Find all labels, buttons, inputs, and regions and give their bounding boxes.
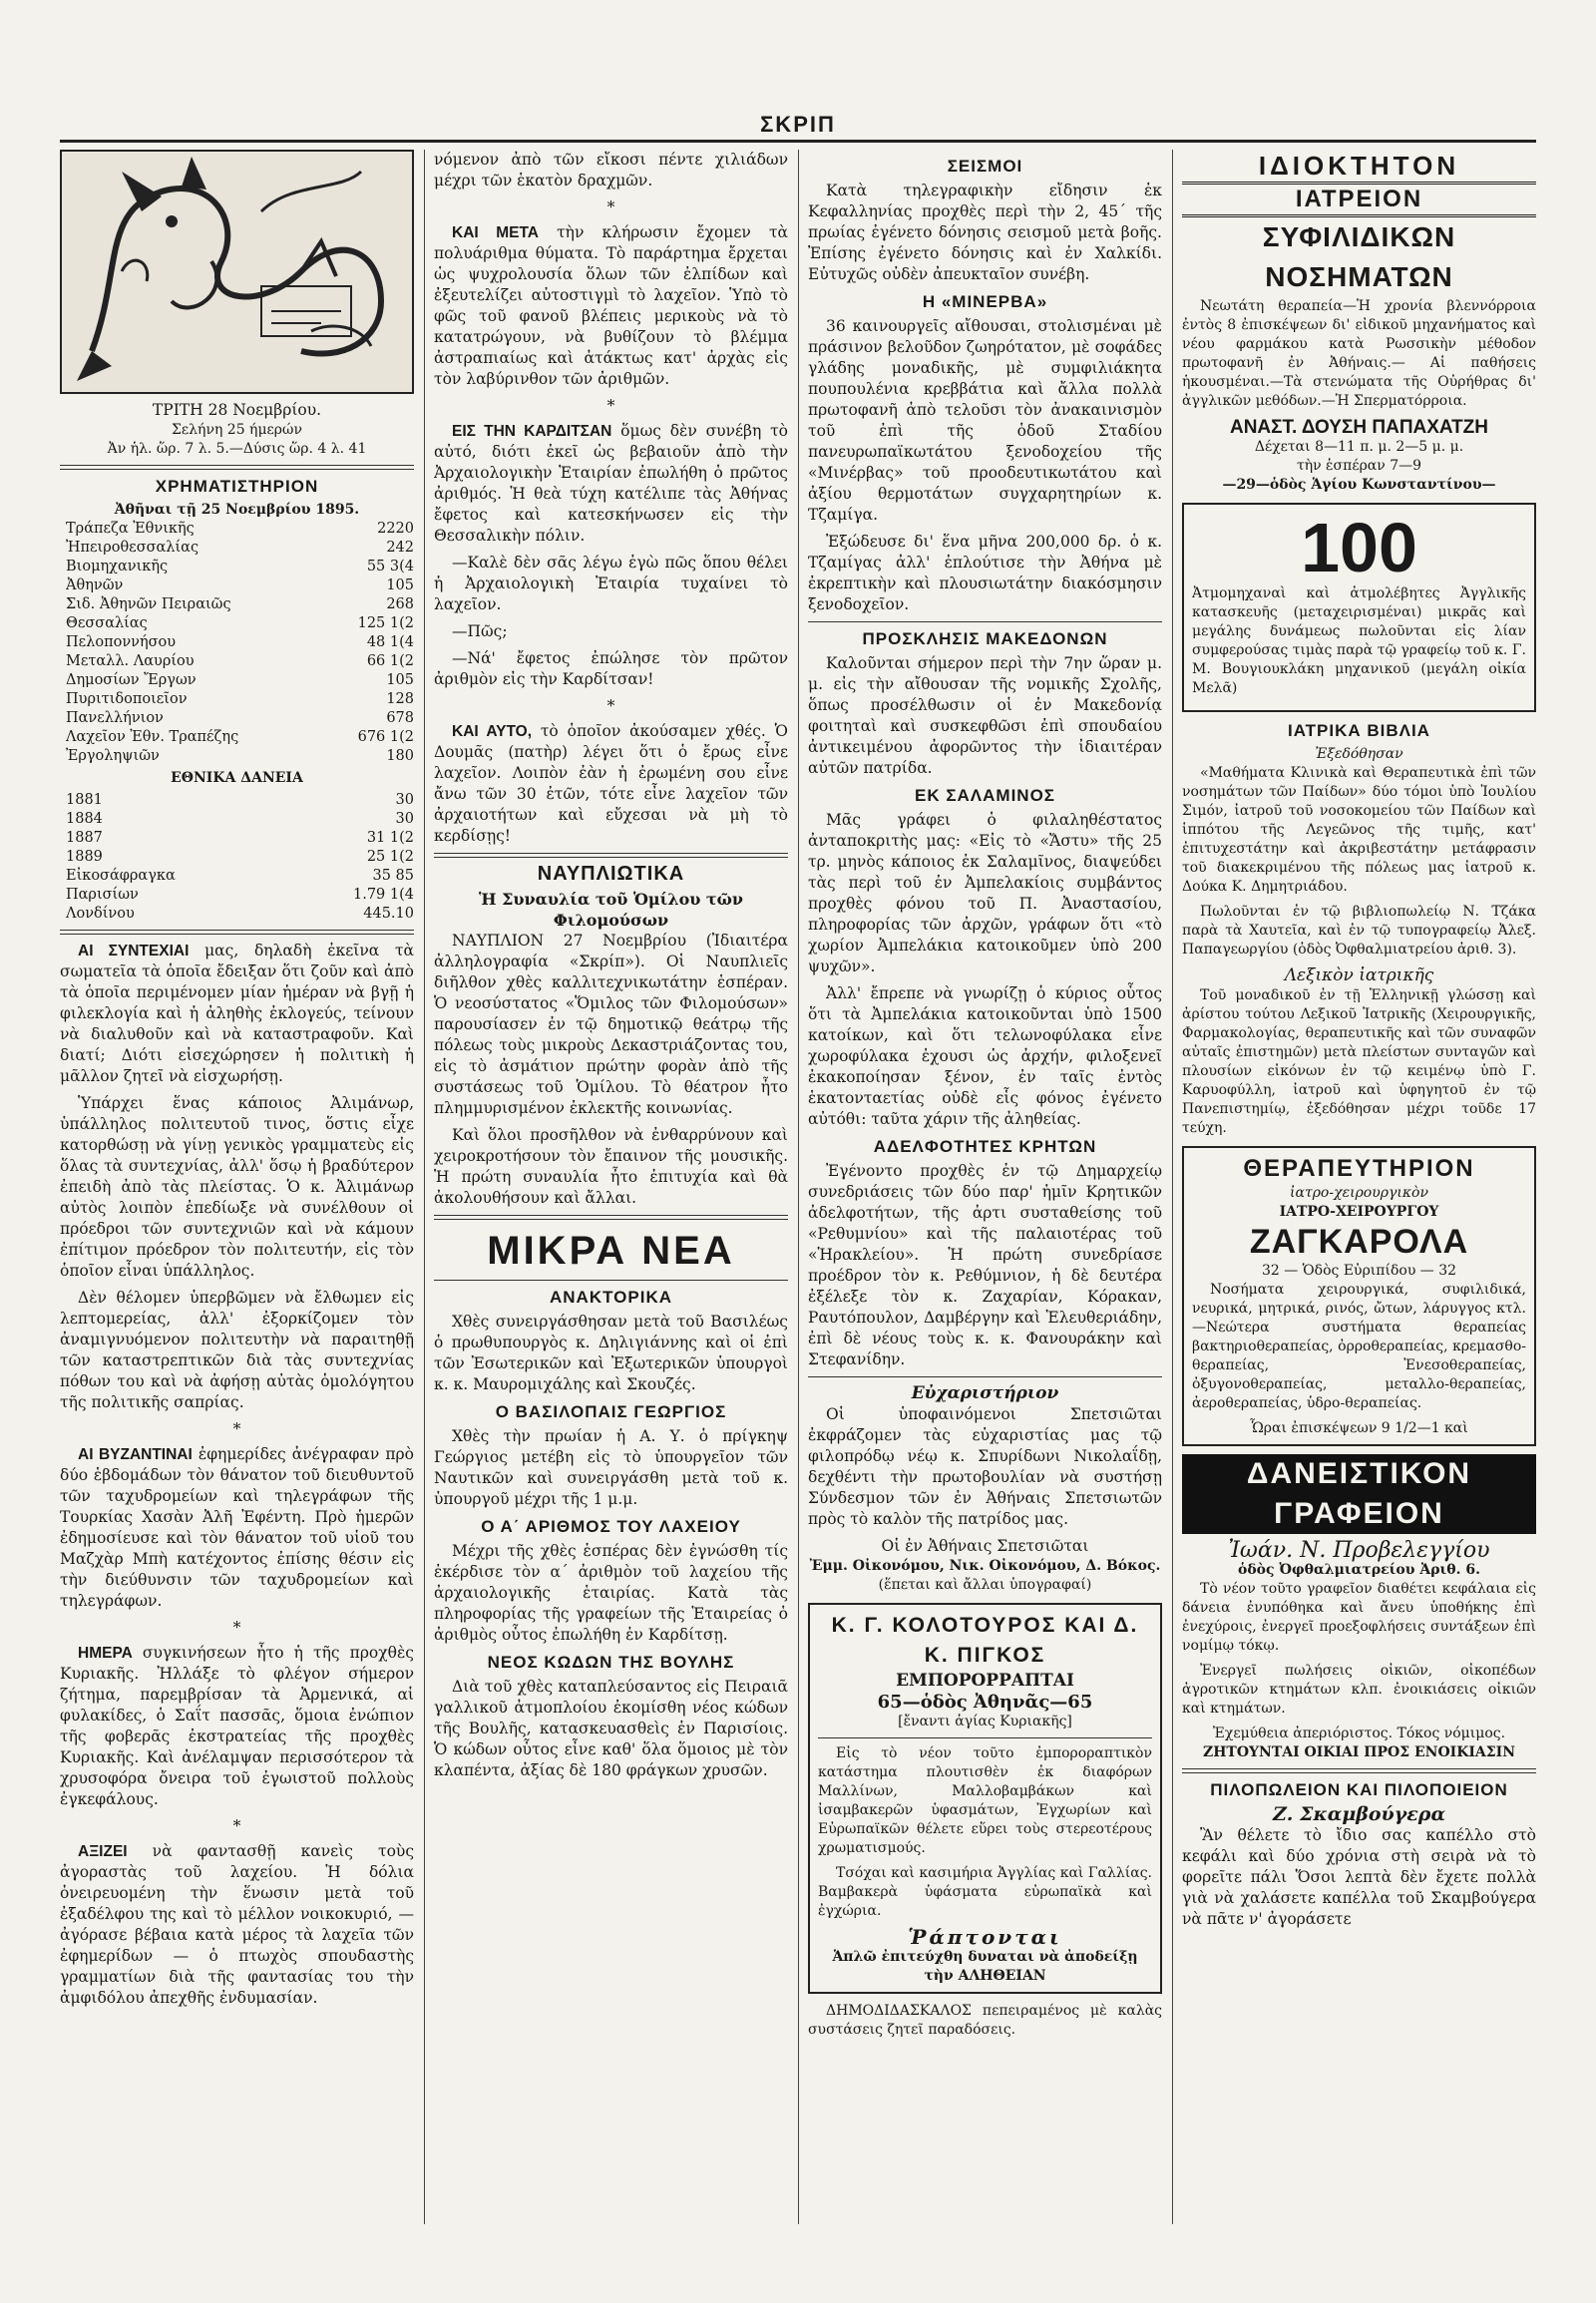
- office-hours: Δέχεται 8—11 π. μ. 2—5 μ. μ.: [1254, 439, 1464, 455]
- article-text: Μᾶς γράφει ὁ φιλαληθέστατος ἀνταποκριτὴς μας: «Εἰς τὸ «Ἄστυ» τῆς 25 τρ. μηνὸς κάποιος ἐκ Σαλαμῖνος, διαψεύδει τὰς περὶ τοῦ ἐν Ἀμπελακίοις συμβάντος προχθὲς φόνου τοῦ Π. Ἀναστασίου, πληροφορίας τῶν ἀρχῶν, γράφων ὅτι «τὸ χωρίον Ἀμπελάκια κατοικοῦμεν ὑπὸ 200 ψυχῶν».: [808, 811, 1162, 975]
- row-value: 48 1(4: [366, 634, 414, 650]
- advert-text: Τοῦ μοναδικοῦ ἐν τῇ Ἑλληνικῇ γλώσσῃ καὶ ἀρίστου τούτου Λεξικοῦ Ἰατρικῆς (Χειρουργικῆς, Φαρμακολογίας, θεραπευτικῆς καὶ τῶν συναφῶν αὐταῖς ἐπιστημῶν) μετὰ πλείστων συνταγῶν καὶ πλουσίων εἰκόνων ἐν τῷ κειμένῳ ὑπὸ Γ. Καρυοφύλλη, ἰατροῦ καὶ ὑφηγητοῦ ἐν τῷ Πανεπιστημίῳ, ἐξεδόθησαν μέχρι τοῦδε 17 τεύχη.: [1182, 987, 1536, 1136]
- table-row: [60, 747, 414, 766]
- signature-line: Οἱ ἐν Ἀθήναις Σπετσιῶται: [881, 1537, 1089, 1555]
- advert-subtitle: ΙΑΤΡΟ-ΧΕΙΡΟΥΡΓΟΥ: [1279, 1204, 1439, 1220]
- row-value: 105: [386, 672, 414, 688]
- clinic-heading: ΙΔΙΟΚΤΗΤΟΝ: [1258, 151, 1460, 181]
- doctor-name: ΑΝΑΣΤ. ΔΟΥΣΗ ΠΑΠΑΧΑΤΖΗ: [1229, 417, 1489, 438]
- section-title: Εὐχαριστήριον: [911, 1383, 1059, 1403]
- separator: [818, 1737, 1152, 1738]
- advert-tailors: [808, 1603, 1162, 1994]
- article-lead: ΑΙ ΣΥΝΤΕΧΙΑΙ: [78, 943, 190, 960]
- table-row: [60, 595, 414, 614]
- table-row: [60, 791, 414, 810]
- advert-tagline: Ῥάπτονται: [908, 1925, 1062, 1949]
- loans-table: [60, 791, 414, 924]
- article-text: μας, δηλαδὴ ἐκεῖνα τὰ σωματεῖα τὰ ὁποῖα ἔδειξαν ὅτι ζοῦν καὶ ἀπὸ τὰ ὁποῖα περιμένομεν μίαν ἡμέραν νὰ βγῇ ἡ φιλεκλογία καὶ ἡ ἀληθὴς ἐκλογεύς, τείνουν νὰ διαλυθοῦν καὶ νὰ καταστραφοῦν. Καὶ διατί; Διότι εἰσεχώρησεν ἡ πολιτικὴ ἡ μᾶλλον ζητεῖ νὰ εἰσχωρήσῃ.: [60, 942, 414, 1085]
- table-row: [60, 728, 414, 747]
- separator: [434, 853, 788, 858]
- table-row: [60, 558, 414, 576]
- separator: [434, 1215, 788, 1220]
- table-row: [60, 520, 414, 539]
- table-row: [60, 848, 414, 867]
- row-value: 2220: [377, 521, 414, 537]
- row-label: Βιομηχανικῆς: [66, 559, 169, 575]
- clinic-subheading: ΙΑΤΡΕΙΟΝ: [1182, 182, 1536, 217]
- advert-name: ΖΑΓΚΑΡΟΛΑ: [1249, 1223, 1469, 1261]
- section-title: ΣΕΙΣΜΟΙ: [947, 157, 1023, 176]
- column-divider: [424, 150, 425, 2224]
- loan-office-owner: Ἰωάν. Ν. Προβελεγγίου: [1228, 1538, 1490, 1563]
- row-value: 242: [386, 540, 414, 556]
- office-address: —29—ὁδὸς Ἁγίου Κωνσταντίνου—: [1222, 477, 1496, 493]
- section-title: ΑΝΑΚΤΟΡΙΚΑ: [549, 1288, 673, 1307]
- section-title: ΠΡΟΣΚΛΗΣΙΣ ΜΑΚΕΔΟΝΩΝ: [862, 629, 1108, 648]
- table-row: [60, 810, 414, 829]
- advert-title: ΘΕΡΑΠΕΥΤΗΡΙΟΝ: [1243, 1155, 1475, 1182]
- section-title: Ο Α΄ ΑΡΙΘΜΟΣ ΤΟΥ ΛΑΧΕΙΟΥ: [481, 1517, 741, 1536]
- advert-closing: Ἁπλῶ ἐπιτεύχθη δυναται νὰ ἀποδείξῃ τὴν ΑΛΗΘΕΙΑΝ: [832, 1949, 1138, 1984]
- row-label: 1887: [66, 830, 103, 846]
- article-text: Οἱ ὑποφαινόμενοι Σπετσιῶται ἐκφράζομεν τὰς εὐχαριστίας μας τῷ φιλοπρόδῳ νέῳ κ. Σπυρίδωνι Νικολαΐδῃ, δεχθέντι τὴν πρωτοβουλίαν νὰ συστήσῃ Σύνδεσμον τῶν ἐν Ἀθήναις Σπετσιωτῶν πρὸς τὸ καλὸν τῆς πατρίδος μας.: [808, 1405, 1162, 1528]
- article-text: Κατὰ τηλεγραφικὴν εἴδησιν ἐκ Κεφαλληνίας προχθὲς περὶ τὴν 2, 45΄ τῆς πρωίας ἐγένετο δόνησις σεισμοῦ μετὰ βοῆς. Ἐπίσης ἐγένετο δόνησις καὶ ἐν Χαλκίδι. Εὐτυχῶς οὐδὲν ἀπευκταῖον συνέβη.: [808, 182, 1162, 283]
- row-value: 30: [395, 811, 414, 827]
- row-label: Ἠπειροθεσσαλίας: [66, 540, 200, 556]
- star-divider: *: [232, 1817, 241, 1835]
- article-text: ὅμως δὲν συνέβη τὸ αὐτό, διότι ἐκεῖ ὡς βεβαιοῦν ἀπὸ τὴν Ἀρχαιολογικὴν Ἑταιρίαν ἐπωλήθη ὁ πρῶτος ἀριθμός. Ἡ θεὰ τύχη κατέλιπε τὰς Ἀθήνας ἔφετος καὶ κατεσκήνωσεν εἰς τὴν Θεσσαλικὴν πόλιν.: [434, 422, 788, 545]
- row-label: Τράπεζα Ἐθνικῆς: [66, 521, 195, 537]
- article-text: Ὑπάρχει ἕνας κάποιος Ἀλιμάνωρ, ὑπάλληλος πολιτευτοῦ τινος, ὅστις εἶχε κατορθώσῃ νὰ γίνῃ γενικὸς γραμματεὺς εἰς ὅλας τὰ συντεχνίας, ἀλλ' ὅσῳ ἡ βραδύτερον ἐπειδὴ ἀπὸ τὰς πλείστας. Ὁ κ. Ἀλιμάνωρ αὐτὸς λοιπὸν ἐπεδίωξε νὰ συνέλθουν οἱ πρόεδροι τῶν συντεχνιῶν καὶ νὰ κάμουν ἐπίτιμον πρόεδρον τὸν πολιτευτήν, εἰς τὸν ὁποῖον εἶναι ὑπάλληλος.: [60, 1094, 414, 1280]
- row-label: Πυριτιδοποιεῖον: [66, 691, 188, 707]
- separator: [434, 1280, 788, 1281]
- masthead: ΣΚΡΙΠ: [760, 112, 836, 137]
- advert-text: Ἐχεμύθεια ἀπεριόριστος. Τόκος νόμιμος.: [1212, 1726, 1506, 1741]
- article-text: Χθὲς τὴν πρωίαν ἡ Α. Υ. ὁ πρίγκηψ Γεώργιος μετέβη εἰς τὸ ὑπουργεῖον τῶν Ναυτικῶν καὶ συνειργάσθη μετὰ τοῦ κ. ὑπουργοῦ μέχρι τῆς 1 μ.μ.: [434, 1427, 788, 1508]
- section-title: ΕΚ ΣΑΛΑΜΙΝΟΣ: [914, 786, 1056, 805]
- advert-text: Ἂν θέλετε τὸ ἴδιο σας καπέλλο στὸ κεφάλι καὶ δύο χρόνια στὴ σειρὰ νὰ τὸ φορεῖτε πάλι Ὅσοι λεπτὰ δὲν ἔχετε πολλὰ γιὰ νὰ χαλάσετε καπέλλα τοῦ Σκαμβούγερα νὰ πᾶτε ν' ἀγοράσετε: [1182, 1826, 1536, 1928]
- advert-text: Τσόχαι καὶ κασιμήρια Ἀγγλίας καὶ Γαλλίας. Βαμβακερὰ ὑφάσματα εὐρωπαϊκὰ καὶ ἐγχώρια.: [818, 1865, 1152, 1919]
- row-label: Ἀθηνῶν: [66, 577, 124, 593]
- signature-note: (ἕπεται καὶ ἄλλαι ὑπογραφαί): [878, 1577, 1092, 1593]
- section-title: ΠΙΛΟΠΩΛΕΙΟΝ ΚΑΙ ΠΙΛΟΠΟΙΕΙΟΝ: [1210, 1780, 1508, 1799]
- row-label: Πελοποννήσου: [66, 634, 177, 650]
- separator: [60, 930, 414, 935]
- article-text: Διὰ τοῦ χθὲς καταπλεύσαντος εἰς Πειραιᾶ γαλλικοῦ ἀτμοπλοίου ἐκομίσθη νέος κώδων τῆς Βουλῆς, κατασκευασθεὶς ἐν Παρισίοις. Ὁ κώδων οὗτος εἶνε καθ' ὅλα ὅμοιος μὲ τὸν κλαπέντα, ἀξίας δὲ 180 φράγκων χρυσῶν.: [434, 1678, 788, 1779]
- article-lead: ΕΙΣ ΤΗΝ ΚΑΡΔΙΤΣΑΝ: [452, 423, 612, 440]
- advert-therapy: [1182, 1146, 1536, 1446]
- table-row: [60, 576, 414, 595]
- article-text: νόμενον ἀπὸ τῶν εἴκοσι πέντε χιλιάδων μέχρι τῶν ἑκατὸν δραχμῶν.: [434, 151, 788, 190]
- article-text: ἐφημερίδες ἀνέγραφαν πρὸ δύο ἑβδομάδων τὸν θάνατον τοῦ διευθυντοῦ τῶν ταχυδρομείων καὶ τηλεγράφων τῆς Τουρκίας Χασὰν Ἀλῆ Ἐφέντη. Πρὸ ἡμερῶν ἐδημοσίευσε καὶ τὸν θάνατον τοῦ υἱοῦ του Μαζχὰρ Μπὴ κατέχοντος ἐπίσης θέσιν εἰς τὴν διεύθυνσιν τῶν ταχυδρομείων καὶ τηλεγράφων.: [60, 1445, 414, 1610]
- dialogue-line: —Νά' ἔφετος ἐπώλησε τὸν πρῶτον ἀριθμὸν εἰς τὴν Καρδίτσαν!: [434, 649, 788, 688]
- hatter-name: Ζ. Σκαμβούγερα: [1272, 1803, 1446, 1825]
- moon-line: Σελήνη 25 ήμερών: [172, 422, 302, 438]
- row-value: 30: [395, 792, 414, 808]
- row-label: Εἰκοσάφραγκα: [66, 868, 176, 884]
- column-4: [1182, 150, 1536, 2224]
- table-row: [60, 633, 414, 652]
- row-label: 1881: [66, 792, 103, 808]
- advert-subtitle: ΕΜΠΟΡΟΡΡΑΠΤΑΙ: [896, 1671, 1074, 1691]
- sun-line: Ἀν ἡλ. ὥρ. 7 λ. 5.—Δύσις ὥρ. 4 λ. 41: [107, 441, 367, 457]
- column-3: [808, 150, 1162, 2224]
- row-label: Θεσσαλίας: [66, 615, 148, 631]
- article-lead: ΑΞΙΖΕΙ: [78, 1843, 128, 1860]
- dialogue-line: —Πῶς;: [452, 622, 508, 640]
- exchange-title: ΧΡΗΜΑΤΙΣΤΗΡΙΟΝ: [155, 477, 319, 496]
- section-subtitle: Ἡ Συναυλία τοῦ Ὁμίλου τῶν Φιλομούσων: [478, 890, 744, 930]
- row-label: Μεταλλ. Λαυρίου: [66, 653, 195, 669]
- article-text: Μέχρι τῆς χθὲς ἑσπέρας δὲν ἐγνώσθη τίς ἐκέρδισε τὸν α΄ ἀριθμὸν τοῦ λαχείου τῆς ἀρχαιολογικῆς ἑταιρίας. Κατὰ τὰς πληροφορίας τῆς γραφείων τῆς Ἑταιρείας ὁ ἀριθμὸς οὗτος ἐπωλήθη ἐν Καρδίτσῃ.: [434, 1542, 788, 1644]
- separator: [808, 621, 1162, 622]
- section-title: ΑΔΕΛΦΟΤΗΤΕΣ ΚΡΗΤΩΝ: [873, 1137, 1097, 1156]
- column-1: [60, 150, 414, 2224]
- advert-address: 65—ὁδὸς Ἀθηνᾶς—65: [877, 1692, 1093, 1713]
- exchange-date: Ἀθῆναι τῇ 25 Νοεμβρίου 1895.: [114, 502, 360, 518]
- advert-text: Ἐνεργεῖ πωλήσεις οἰκιῶν, οἰκοπέδων ἀγροτικῶν κτημάτων κλπ. ἐνοικιάσεις οἰκιῶν καὶ κτημάτων.: [1182, 1663, 1536, 1717]
- section-subtitle: Ἐξεδόθησαν: [1315, 746, 1403, 762]
- row-value: 445.10: [363, 906, 414, 922]
- row-label: Σιδ. Ἀθηνῶν Πειραιῶς: [66, 596, 231, 612]
- table-row: [60, 905, 414, 924]
- table-row: [60, 614, 414, 633]
- row-value: 676 1(2: [357, 729, 414, 745]
- article-text: Ἐγένοντο προχθὲς ἐν τῷ Δημαρχείῳ συνεδριάσεις τῶν δύο παρ' ἡμῖν Κρητικῶν ἀδελφοτήτων, τῆς ἀρτι συσταθείσης τοῦ «Ρεθυμνίου» καὶ τῆς παλαιοτέρας τοῦ «Ἡρακλείου». Ἡ πρώτη συνεδρίασε προέδρον τὸν κ. Ρεθύμνιον, ἡ δὲ δευτέρα ἐξέλεξε τὸν κ. Ζαχαρίαν, Κόρακαν, Ραυτόπουλον, Δαμβέργην καὶ Ἐλευθεριάδην, ἐπὶ δὲ νέους τοὺς κ. κ. Φανουράκην καὶ Στεφανίδην.: [808, 1162, 1162, 1368]
- date-line: ΤΡΙΤΗ 28 Νοεμβρίου.: [152, 401, 322, 419]
- advert-hours: Ὧραι ἐπισκέψεων 9 1/2—1 καὶ: [1250, 1420, 1468, 1436]
- star-divider: *: [606, 697, 615, 715]
- separator: [808, 1376, 1162, 1377]
- advert-text: Νοσήματα χειρουργικά, συφιλιδικά, νευρικά, μητρικά, ρινός, ὤτων, λάρυγγος κτλ.—Νεώτερα συστήματα θεραπείας βακτηριοθεραπείας, ὀρροθεραπείας, κρεμασθο-θεραπείας, Ἐνεσοθεραπείας, ὀξυγονοθεραπείας, μεταλλο-θεραπείας, ἀεροθεραπείας, ὑδρο-θεραπείας.: [1192, 1282, 1526, 1411]
- row-value: 25 1(2: [366, 849, 414, 865]
- masthead-illustration: [60, 150, 414, 394]
- article-text: τὴν κλήρωσιν ἔχομεν τὰ πολυάριθμα θύματα. Τὸ παράρτημα ἔρχεται ὡς ψυχρολουσία ὅλων τῶν ἐλπίδων καὶ ἐξευτελίζει αὐτοστιγμὶ τὸ λαχεῖον. Ὑπὸ τὸ φῶς τοῦ φανοῦ βλέπεις μερικοὺς νὰ τὸ κατατρώγουν, νὰ βυθίζουν τὸ βλέμμα ἀστραπιαίως καὶ ἀτάκτως κατ' ἀρχὰς εἰς τὸν λαβύρινθον τῶν ἀριθμῶν.: [434, 223, 788, 388]
- table-row: [60, 671, 414, 690]
- star-divider: *: [232, 1619, 241, 1637]
- dialogue-line: —Καλὲ δὲν σᾶς λέγω ἐγὼ πῶς ὅπου θέλει ἡ Ἀρχαιολογικὴ Ἑταιρία τυχαίνει τὸ λαχεῖον.: [434, 554, 788, 613]
- row-label: 1889: [66, 849, 103, 865]
- table-row: [60, 652, 414, 671]
- advert-text: Ἀτμομηχαναὶ καὶ ἀτμολέβητες Ἀγγλικῆς κατασκευῆς (μεταχειρισμέναι) μικρᾶς καὶ μεγάλης δυνάμεως πωλοῦνται εἰς λίαν συμφερούσας τιμὰς παρὰ τῷ γραφείῳ τοῦ κ. Γ. Μ. Βουγιουκλάκη μηχανικοῦ (μεγάλη οἰκία Μελᾶ): [1192, 585, 1526, 696]
- row-label: Λαχεῖον Ἐθν. Τραπέζης: [66, 729, 239, 745]
- article-lead: ΗΜΕΡΑ: [78, 1645, 133, 1662]
- article-text: Καλοῦνται σήμερον περὶ τὴν 7ην ὥραν μ. μ. εἰς τὴν αἴθουσαν τῆς νομικῆς Σχολῆς, ὅπως προσέλθωσιν οἱ ἐν Μακεδονίᾳ φοιτηταὶ καὶ συσκεφθῶσι ἐπὶ σπουδαίου ἀντικειμένου ἀφορῶντος τὴν ἰδιαιτέραν αὐτῶν πατρίδα.: [808, 654, 1162, 777]
- row-value: 1.79 1(4: [352, 887, 414, 903]
- clinic-specialty: ΣΥΦΙΛΙΔΙΚΩΝ ΝΟΣΗΜΑΤΩΝ: [1262, 221, 1456, 292]
- row-value: 268: [386, 596, 414, 612]
- advert-text: ΖΗΤΟΥΝΤΑΙ ΟΙΚΙΑΙ ΠΡΟΣ ΕΝΟΙΚΙΑΣΙΝ: [1202, 1744, 1516, 1760]
- column-2: [434, 150, 788, 2224]
- row-label: Δημοσίων Ἔργων: [66, 672, 197, 688]
- row-value: 128: [386, 691, 414, 707]
- hundred-number: 100: [1301, 509, 1417, 586]
- separator: [1182, 1768, 1536, 1773]
- row-label: 1884: [66, 811, 103, 827]
- article-lead: ΑΙ ΒΥΖΑΝΤΙΝΑΙ: [78, 1446, 193, 1463]
- table-row: [60, 886, 414, 905]
- article-text: νὰ φαντασθῇ κανεὶς τοὺς ἀγοραστὰς τοῦ λαχείου. Ἡ δόλια ὀνειρευομένη τὴν ἕνωσιν μετὰ τοῦ ἐξαδέλφου της καὶ τὸ μέλλον νοικοκυριό, —ἀγόρασε βέβαια κατὰ μέρος τὰ λαχεῖα τῶν ἐφημερίδων — ὁ πτωχὸς σπουδαστὴς γραμματίων διὰ τῆς φαντασίας του τὴν ἀμφιδόλου ἀπεχθῆς ἐνδυμασίαν.: [60, 1842, 414, 2007]
- table-row: [60, 690, 414, 709]
- article-lead: ΚΑΙ ΜΕΤΑ: [452, 224, 539, 241]
- loan-office-address: ὁδὸς Ὀφθαλμιατρείου Ἀριθ. 6.: [1238, 1562, 1480, 1578]
- advert-subtitle: ἰατρο-χειρουργικὸν: [1290, 1185, 1428, 1201]
- table-row: [60, 709, 414, 728]
- top-rule: [60, 140, 1536, 143]
- row-value: 180: [386, 748, 414, 764]
- row-label: Πανελλήνιον: [66, 710, 164, 726]
- article-lead: ΚΑΙ ΑΥΤΟ,: [452, 723, 533, 740]
- article-text: 36 καινουργεῖς αἴθουσαι, στολισμέναι μὲ πράσινον βελοῦδον ζωηρότατον, μὲ σοφάδες γλάδης μοναδικῆς, μὲ συμφιλιάκητα πουπουλένια κρεββάτια καὶ ἄλλα πολλὰ πρωτοφανῆ ἀπὸ τελοῦσι τὸν ἀνακαινισμὸν τοῦ ἐπὶ τῆς ὁδοῦ Σταδίου πανευρωπαϊκωτάτου ξενοδοχείου τῆς «Μινέρβας» τοῦ προοδευτικωτάτου καὶ ἀξίου θερμοτάτων συγχαρητηρίων κ. Τζαμίγα.: [808, 317, 1162, 524]
- section-title: Λεξικὸν ἰατρικῆς: [1284, 965, 1434, 985]
- advert-text: Εἰς τὸ νέον τοῦτο ἐμποροραπτικὸν κατάστημα πλουτισθὲν ἐκ διαφόρων Μαλλίνων, Μαλλοβαμβάκων καὶ ἰσαμβακερῶν ὑφασμάτων, Ἐγχωρίων καὶ Εὐρωπαϊκῶν θέλετε εὕρει τοὺς στερεοτέρους χρωματισμούς.: [818, 1745, 1152, 1856]
- section-title: ΙΑΤΡΙΚΑ ΒΙΒΛΙΑ: [1288, 721, 1430, 740]
- section-title: Η «ΜΙΝΕΡΒΑ»: [922, 292, 1048, 311]
- table-row: [60, 829, 414, 848]
- article-text: Ἀλλ' ἔπρεπε νὰ γνωρίζῃ ὁ κύριος οὗτος ὅτι τὰ Ἀμπελάκια κατοικοῦνται ὑπὸ 1500 κατοίκων, καὶ ὅτι τελωνοφύλακα εἶνε χωροφύλακα ἐχουσι ὡς ἀρχήν, φιλοξενεῖ ἐκακοποίησαν ξένον, ἐν ταῖς ἐντὸς ἑκατονταετίας οὐδὲ εἷς φόνος ἐγένετο αὐτόθι: ταῦτα χάριν τῆς ἀληθείας.: [808, 984, 1162, 1128]
- row-value: 31 1(2: [366, 830, 414, 846]
- table-row: [60, 539, 414, 558]
- loan-office-banner: ΔΑΝΕΙΣΤΙΚΟΝ ΓΡΑΦΕΙΟΝ: [1182, 1454, 1536, 1534]
- star-divider: *: [232, 1420, 241, 1438]
- row-label: Παρισίων: [66, 887, 139, 903]
- advert-text: Πωλοῦνται ἐν τῷ βιβλιοπωλείῳ Ν. Τζάκα παρὰ τὰ Χαυτεῖα, καὶ ἐν τῷ τυπογραφείῳ Ἀλεξ. Παπαγεωργίου (ὁδὸς Ὀφθαλμιατρείου ἀριθ. 3).: [1182, 904, 1536, 958]
- section-title-large: ΜΙΚΡΑ ΝΕΑ: [487, 1229, 735, 1273]
- advert-address: 32 — Ὁδὸς Εὐριπίδου — 32: [1261, 1263, 1457, 1279]
- column-divider: [798, 150, 799, 2224]
- row-label: Ἐργοληψιῶν: [66, 748, 160, 764]
- row-value: 125 1(2: [357, 615, 414, 631]
- table-row: [60, 867, 414, 886]
- advert-address-note: [ἔναντι ἁγίας Κυριακῆς]: [898, 1714, 1072, 1729]
- advert-title: Κ. Γ. ΚΟΛΟΤΟΥΡΟΣ ΚΑΙ Δ. Κ. ΠΙΓΚΟΣ: [831, 1614, 1139, 1667]
- article-text: τὸ ὁποῖον ἀκούσαμεν χθές. Ὁ Δουμᾶς (πατὴρ) λέγει ὅτι ὁ ἔρως εἶνε λαχεῖον. Λοιπὸν ἐὰν ἡ ἐρωμένη σου εἶνε ἄνω τῶν 30 ἐτῶν, τότε εἶνε λαχεῖον τῶν ἀρχαιοτήτων καὶ εὔχεσαι νὰ μὴ τὸ κερδίσῃς!: [434, 722, 788, 845]
- article-text: Καὶ ὅλοι προσῆλθον νὰ ἐνθαρρύνουν καὶ χειροκροτήσουν τὸν ἔπαινον τῆς μουσικῆς. Ἡ πρώτη συναυλία ἦτο ἐπιτυχία καὶ θὰ ἀκολουθήσουν καὶ ἄλλαι.: [434, 1126, 788, 1207]
- stock-table: [60, 520, 414, 766]
- loans-title: ΕΘΝΙΚΑ ΔΑΝΕΙΑ: [171, 770, 303, 786]
- article-text: Ἐξώδευσε δι' ἕνα μῆνα 200,000 δρ. ὁ κ. Τζαμίγας ἀλλ' ἐπλούτισε τὴν Ἀθήνα μὲ ἐκρεπτικὴν καὶ πλουσιωτάτην διακόσμησιν ξενοδοχεῖον.: [808, 533, 1162, 613]
- row-value: 105: [386, 577, 414, 593]
- article-text: συγκινήσεων ἦτο ἡ τῆς προχθὲς Κυριακῆς. Ἠλλάξε τὸ φλέγον σήμερον ζήτημα, παρεμβρίσαν τὰ Ἀρμενικά, αἱ φυλακίδες, ὁ Σαΐτ πασσᾶς, ὅμοια ἐνώπιον τῆς φοβερᾶς ἐκστρατείας τῆς προχθὲς Κυριακῆς. Καὶ ἀνέλαμψαν περισσότερον τὰ χρυσοφόρα ὄνειρα τοῦ ἐγωιστοῦ πολλοὺς ἐγκεφάλους.: [60, 1644, 414, 1808]
- section-title: ΝΑΥΠΛΙΩΤΙΚΑ: [537, 863, 685, 885]
- article-text: ΝΑΥΠΛΙΟΝ 27 Νοεμβρίου (Ἰδιαιτέρα ἀλληλογραφία «Σκρίπ»). Οἱ Ναυπλιεῖς διῆλθον χθὲς καλλιτεχνικωτάτην ἑσπέραν. Ὁ νεοσύστατος «Ὅμιλος τῶν Φιλομούσων» παρουσίασεν ἐν τῷ δημοτικῷ θεάτρῳ τῆς πόλεως τοὺς μικροὺς Δεκαστριάζοντας του, εἰς τὸ ἀσμάτιον πρώτην φορὰν ἀπὸ τῆς συστάσεως τοῦ Ὁμίλου. Τὸ θέατρον ἦτο πλημμυρισμένον ἐκλεκτῆς κοινωνίας.: [434, 932, 788, 1117]
- advert-text: Τὸ νέον τοῦτο γραφεῖον διαθέτει κεφάλαια εἰς δάνεια ἐνυπόθηκα καὶ ἄνευ ὑποθήκης ἐπὶ ἐνεχύροις, ἐνεργεῖ προεξοφλήσεις συντάξεων ἐπὶ νομίμῳ τόκῳ.: [1182, 1581, 1536, 1654]
- row-value: 66 1(2: [366, 653, 414, 669]
- star-divider: *: [606, 198, 615, 216]
- section-title: Ο ΒΑΣΙΛΟΠΑΙΣ ΓΕΩΡΓΙΟΣ: [495, 1402, 727, 1421]
- advert-engines: [1182, 503, 1536, 712]
- section-title: ΝΕΟΣ ΚΩΔΩΝ ΤΗΣ ΒΟΥΛΗΣ: [487, 1653, 735, 1672]
- row-label: Λονδίνου: [66, 906, 135, 922]
- article-text: Χθὲς συνειργάσθησαν μετὰ τοῦ Βασιλέως ὁ πρωθυπουργὸς κ. Δηλιγιάννης καὶ οἱ ἐπὶ τῶν Ἐσωτερικῶν καὶ Ἐξωτερικῶν ὑπουργοὶ κ. κ. Μαυρομιχάλης καὶ Σκουζές.: [434, 1313, 788, 1393]
- advert-text: Νεωτάτη θεραπεία—Ἡ χρονία βλεννόρροια ἐντὸς 8 ἐπισκέψεων δι' εἰδικοῦ μηχανήματος καὶ νέου φαρμάκου κατὰ Ρωσσικὴν μέθοδον πρωτοφανῆ ἐν Ἀθήναις.— Αἱ παθήσεις ἡκουσμέναι.—Τὰ στενώματα τῆς Οὐρήθρας δι' ἀγγλικῶν μεθόδων.—Ἡ Σπερματόρροια.: [1182, 298, 1536, 409]
- row-value: 678: [386, 710, 414, 726]
- row-value: 55 3(4: [366, 559, 414, 575]
- column-divider: [1172, 150, 1173, 2224]
- dragon-logo-icon: [62, 152, 412, 392]
- article-text: Δὲν θέλομεν ὑπερβῶμεν νὰ ἔλθωμεν εἰς λεπτομερείας, ἀλλ' ἐξορκίζομεν τὸν ἀναμιγνυόμενον πολιτευτὴν νὰ παραιτηθῇ τῶν καταστρεπτικῶν διὰ τὰς συντεχνίας πόθων του καὶ νὰ ἀφήσῃ αὐτὰς ὁμολόγητου τῆς πολιτικῆς σαπρίας.: [60, 1289, 414, 1411]
- classified-ad: ΔΗΜΟΔΙΔΑΣΚΑΛΟΣ πεπειραμένος μὲ καλὰς συστάσεις ζητεῖ παραδόσεις.: [808, 2003, 1162, 2038]
- signature-names: Ἐμμ. Οἰκονόμου, Νικ. Οἰκονόμου, Δ. Βόκος.: [809, 1558, 1161, 1574]
- star-divider: *: [606, 397, 615, 415]
- row-value: 35 85: [372, 868, 414, 884]
- separator: [60, 465, 414, 470]
- advert-text: «Μαθήματα Κλινικὰ καὶ Θεραπευτικὰ ἐπὶ τῶν νοσημάτων τῶν Παίδων» δύο τόμοι ὑπὸ Ἰουλίου Σιμόν, ἰατροῦ τοῦ νοσοκομείου τῶν Παίδων καὶ ἱππότου τῆς Λεγεῶνος τῆς τιμῆς, κατ' ἐπιτυχεστάτην καὶ ἀκριβεστάτην μετάφρασιν τοῦ διακεκριμένου τῆς πόλεως μας ἰατροῦ κ. Δούκα Κ. Δημητριάδου.: [1182, 765, 1536, 895]
- office-hours-evening: τὴν ἑσπέραν 7—9: [1296, 458, 1422, 474]
